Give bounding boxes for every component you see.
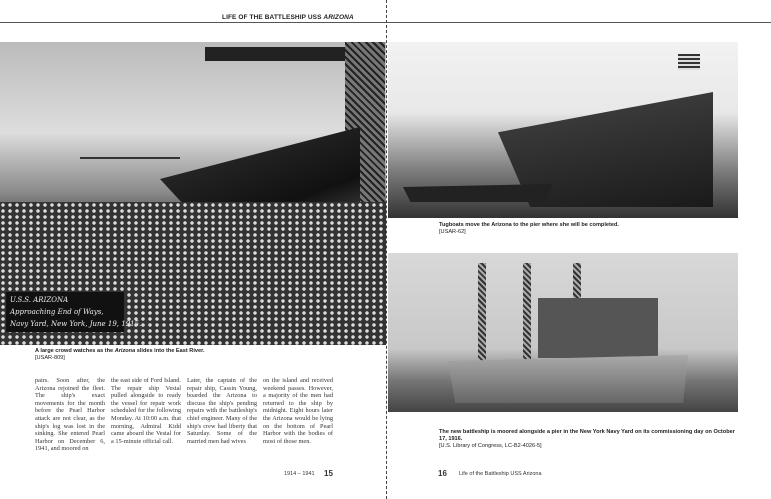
photo-credit: [U.S. Library of Congress, LC-B2-4026-5]	[439, 443, 542, 449]
gantry-crane	[538, 298, 658, 358]
page-number: 15	[324, 469, 333, 478]
cage-mast	[478, 263, 486, 363]
text-column: the east side of Ford Island. The repair ship Vestal pulled alongside to ready the vessel for repair work scheduled for the following Monday. At 10:00 a.m. that morning, Admiral Kidd came aboard the Vestal for a 15-minute official call.	[111, 377, 181, 445]
inscription-line: Navy Yard, New York, June 19, 1915.	[10, 320, 142, 328]
body-text-columns	[35, 377, 333, 453]
photo-credit: [USAR-809]	[35, 355, 65, 361]
header-text: LIFE OF THE BATTLESHIP USS	[222, 14, 324, 21]
caption-text: A large crowd watches as the	[35, 348, 115, 354]
text-column: pairs. Soon after, the Arizona rejoined the fleet. The ship's exact movements for the month before the Pearl Harbor attack are not clear, as the ship's log was lost in the sinking. She entered Pearl Harbor on December 6, 1941, and moored on	[35, 377, 105, 453]
photo-caption	[35, 348, 205, 362]
page-number: 16	[438, 469, 447, 478]
photo-credit: [USAR-62]	[439, 229, 466, 235]
footer-book-title: Life of the Battleship USS Arizona	[459, 471, 542, 477]
caption-text: slides into the East River.	[135, 348, 205, 354]
text-column: Later, the captain of the repair ship, Cassin Young, boarded the Arizona to discuss the ship's pending repairs with the battleship's chief engineer. Many of the ship's crew had liberty that Saturday. Some of the married men had wives	[187, 377, 257, 445]
flag	[678, 54, 700, 70]
launch-crowd-photo	[0, 42, 386, 345]
photo-inscription	[6, 292, 142, 332]
bridge	[80, 157, 180, 159]
header-italic: ARIZONA	[323, 14, 354, 21]
caption-italic: Arizona	[114, 348, 136, 354]
tugboats-photo	[388, 42, 738, 218]
cage-mast	[523, 263, 531, 363]
footer-date-range: 1914 – 1941	[284, 471, 315, 477]
text-column: on the island and received weekend passes. However, a majority of the men had returned to the ship by midnight. Eight hours later the Arizona would be lying on the bottom of Pearl Harbor with the bodies of most of those men.	[263, 377, 333, 445]
page-spine-divider	[386, 0, 387, 499]
photo-caption	[439, 222, 619, 236]
photo-caption	[439, 429, 739, 450]
inscription-line: Approaching End of Ways,	[10, 308, 104, 316]
caption-text: Tugboats move the Arizona to the pier where she will be completed.	[439, 222, 619, 228]
commissioning-photo	[388, 253, 738, 412]
inscription-line: U.S.S. ARIZONA	[10, 296, 69, 304]
caption-text: The new battleship is moored alongside a pier in the New York Navy Yard on its commissioning day on October 17, 1916.	[439, 429, 735, 442]
running-header	[222, 14, 354, 21]
